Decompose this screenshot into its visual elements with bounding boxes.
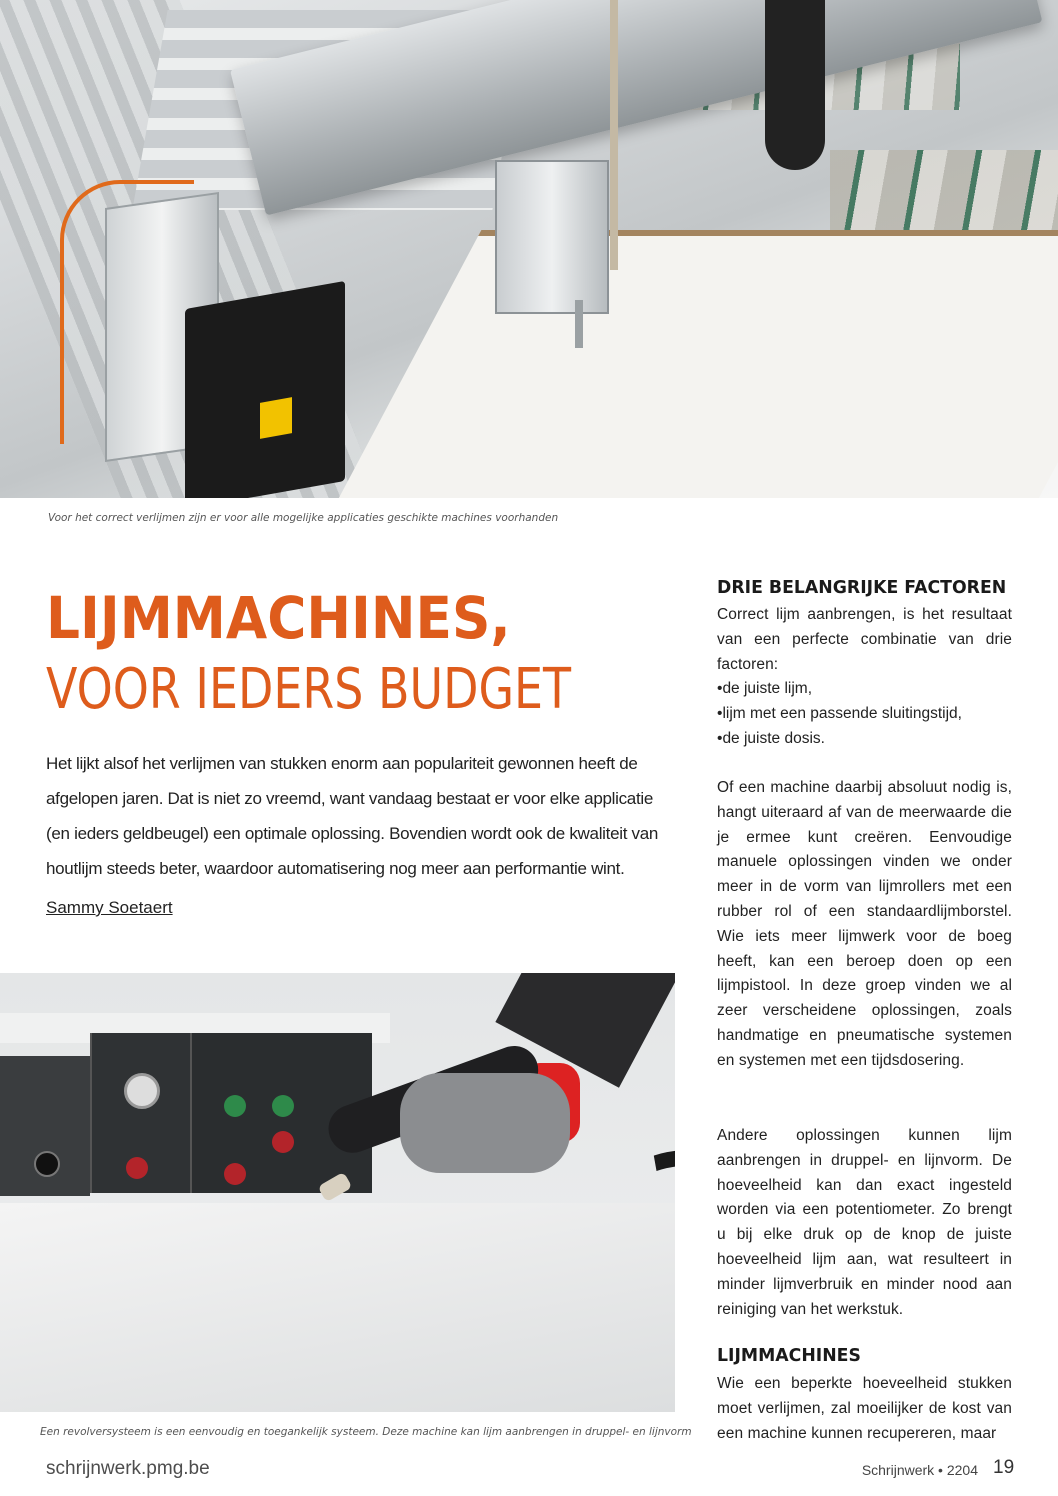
paragraph-drop-line-solutions: Andere oplossingen kunnen lijm aanbrengen in druppel- en lijnvorm. De hoeveelheid kan dan exact ingesteld worden via een potentiometer. Zo brengt u bij elke druk op de knop de juiste hoeveelheid lijm aan, wat resulteert in minder lijmverbruik en minder nood aan reiniging van het werkstuk. <box>717 1127 1012 1318</box>
section-heading-factors: DRIE BELANGRIJKE FACTOREN <box>717 577 1007 598</box>
list-item: • de juiste dosis. <box>717 727 962 752</box>
article-author-link[interactable]: Sammy Soetaert <box>46 898 173 917</box>
paragraph-manual-solutions: Of een machine daarbij absoluut nodig is, hangt uiteraard af van de meerwaarde die je ermee kunt creëren. Eenvoudige manuele oplossingen vinden we onder meer in de vorm van lijmrollers met een rubber rol of een standaardlijmborstel. Wie iets meer lijmwerk voor de boeg heeft, kan een beroep doen op een lijmpistool. In deze groep vinden we al zeer verscheidene oplossingen, zoals handmatige en pneumatische systemen en systemen met een tijdsdosering. <box>717 779 1012 1069</box>
paragraph-lijmmachines: Wie een beperkte hoeveelheid stukken moet verlijmen, zal moeilijker de kost van een machine kunnen recupereren, maar <box>717 1375 1012 1442</box>
top-photo-caption: Voor het correct verlijmen zijn er voor alle mogelijke applicaties geschikte machines voorhanden <box>48 512 559 524</box>
paragraph-factors-intro: Correct lijm aanbrengen, is het resultaat van een perfecte combinatie van drie factoren: <box>717 606 1012 673</box>
bottom-photo-glue-gun-revolver-system <box>0 973 675 1412</box>
article-title-line1: LIJMMACHINES, <box>46 584 511 652</box>
factors-list <box>717 677 962 751</box>
list-item: • lijm met een passende sluitingstijd, <box>717 702 962 727</box>
footer-website-link[interactable]: schrijnwerk.pmg.be <box>46 1458 210 1479</box>
article-intro: Het lijkt alsof het verlijmen van stukken enorm aan populariteit gewonnen heeft de afgelopen jaren. Dat is niet zo vreemd, want vandaag bestaat er voor elke applicatie (en ieders geldbeugel) een optimale oplossing. Bovendien wordt ook de kwaliteit van houtlijm steeds beter, waardoor automatisering nog meer aan performantie wint. <box>46 754 659 878</box>
list-item: • de juiste lijm, <box>717 677 962 702</box>
page-number: 19 <box>993 1457 1015 1478</box>
article-title-line2: VOOR IEDERS BUDGET <box>46 657 572 722</box>
section-heading-lijmmachines: LIJMMACHINES <box>717 1345 861 1366</box>
bottom-photo-caption: Een revolversysteem is een eenvoudig en toegankelijk systeem. Deze machine kan lijm aanbrengen in druppel- en lijnvorm <box>40 1426 692 1438</box>
footer-magazine-issue: Schrijnwerk • 2204 <box>861 1462 978 1478</box>
top-photo-glue-gantry-machine <box>0 0 1058 498</box>
